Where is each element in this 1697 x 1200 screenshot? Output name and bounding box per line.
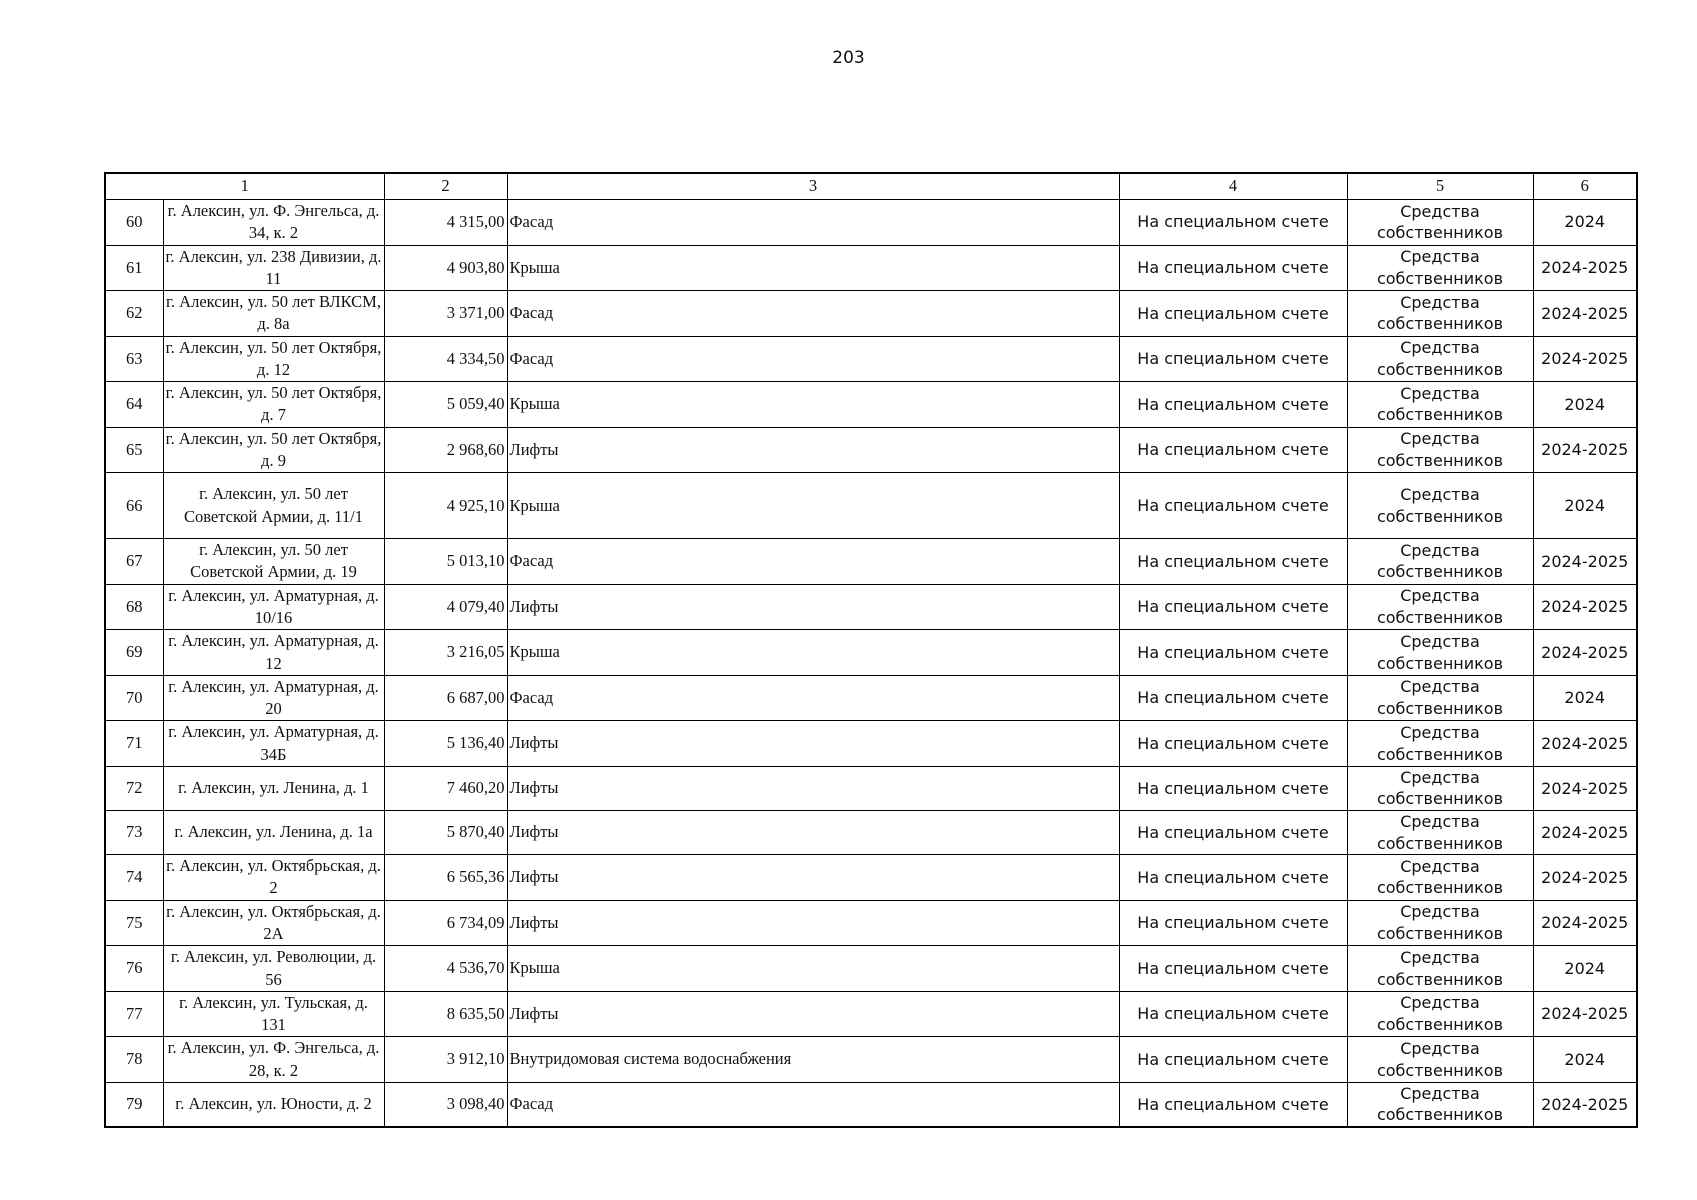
address-cell: г. Алексин, ул. 50 лет Советской Армии, д. 11/1 bbox=[163, 473, 384, 539]
address-cell: г. Алексин, ул. Ф. Энгельса, д. 28, к. 2 bbox=[163, 1037, 384, 1083]
table-row bbox=[105, 1082, 1637, 1127]
year-cell: 2024-2025 bbox=[1533, 291, 1637, 337]
area-cell: 7 460,20 bbox=[384, 766, 507, 810]
address-cell: г. Алексин, ул. Арматурная, д. 34Б bbox=[163, 721, 384, 767]
address-cell: г. Алексин, ул. Арматурная, д. 10/16 bbox=[163, 584, 384, 630]
area-cell: 4 334,50 bbox=[384, 336, 507, 382]
funding-source-cell: Средства собственников bbox=[1347, 200, 1533, 246]
address-cell: г. Алексин, ул. Октябрьская, д. 2 bbox=[163, 855, 384, 901]
work-type-cell: Лифты bbox=[507, 900, 1119, 946]
work-type-cell: Фасад bbox=[507, 291, 1119, 337]
funding-source-cell: Средства собственников bbox=[1347, 382, 1533, 428]
work-type-cell: Лифты bbox=[507, 427, 1119, 473]
table-row bbox=[105, 946, 1637, 992]
fund-method-cell: На специальном счете bbox=[1119, 200, 1347, 246]
address-cell: г. Алексин, ул. Юности, д. 2 bbox=[163, 1082, 384, 1127]
area-cell: 5 136,40 bbox=[384, 721, 507, 767]
work-type-cell: Фасад bbox=[507, 336, 1119, 382]
work-type-cell: Крыша bbox=[507, 245, 1119, 291]
table-row bbox=[105, 675, 1637, 721]
year-cell: 2024-2025 bbox=[1533, 245, 1637, 291]
row-number: 64 bbox=[105, 382, 163, 428]
year-cell: 2024 bbox=[1533, 382, 1637, 428]
funding-source-cell: Средства собственников bbox=[1347, 427, 1533, 473]
area-cell: 5 013,10 bbox=[384, 539, 507, 585]
year-cell: 2024-2025 bbox=[1533, 811, 1637, 855]
area-cell: 6 687,00 bbox=[384, 675, 507, 721]
work-type-cell: Крыша bbox=[507, 473, 1119, 539]
area-cell: 4 903,80 bbox=[384, 245, 507, 291]
area-cell: 3 371,00 bbox=[384, 291, 507, 337]
funding-source-cell: Средства собственников bbox=[1347, 855, 1533, 901]
row-number: 74 bbox=[105, 855, 163, 901]
column-header-1: 1 bbox=[105, 173, 384, 200]
work-type-cell: Фасад bbox=[507, 675, 1119, 721]
funding-source-cell: Средства собственников bbox=[1347, 630, 1533, 676]
table-row bbox=[105, 539, 1637, 585]
row-number: 77 bbox=[105, 991, 163, 1037]
column-header-6: 6 bbox=[1533, 173, 1637, 200]
address-cell: г. Алексин, ул. Революции, д. 56 bbox=[163, 946, 384, 992]
row-number: 69 bbox=[105, 630, 163, 676]
table-row bbox=[105, 721, 1637, 767]
fund-method-cell: На специальном счете bbox=[1119, 630, 1347, 676]
fund-method-cell: На специальном счете bbox=[1119, 245, 1347, 291]
row-number: 61 bbox=[105, 245, 163, 291]
address-cell: г. Алексин, ул. 50 лет Советской Армии, д. 19 bbox=[163, 539, 384, 585]
address-cell: г. Алексин, ул. Арматурная, д. 12 bbox=[163, 630, 384, 676]
work-type-cell: Лифты bbox=[507, 991, 1119, 1037]
address-cell: г. Алексин, ул. Ленина, д. 1 bbox=[163, 766, 384, 810]
fund-method-cell: На специальном счете bbox=[1119, 766, 1347, 810]
area-cell: 5 059,40 bbox=[384, 382, 507, 428]
address-cell: г. Алексин, ул. Ф. Энгельса, д. 34, к. 2 bbox=[163, 200, 384, 246]
funding-source-cell: Средства собственников bbox=[1347, 1082, 1533, 1127]
funding-source-cell: Средства собственников bbox=[1347, 336, 1533, 382]
fund-method-cell: На специальном счете bbox=[1119, 1037, 1347, 1083]
column-header-3: 3 bbox=[507, 173, 1119, 200]
address-cell: г. Алексин, ул. 50 лет ВЛКСМ, д. 8а bbox=[163, 291, 384, 337]
address-cell: г. Алексин, ул. 238 Дивизии, д. 11 bbox=[163, 245, 384, 291]
column-header-5: 5 bbox=[1347, 173, 1533, 200]
table-row bbox=[105, 584, 1637, 630]
row-number: 62 bbox=[105, 291, 163, 337]
page-number: 203 bbox=[832, 48, 865, 68]
funding-source-cell: Средства собственников bbox=[1347, 245, 1533, 291]
area-cell: 5 870,40 bbox=[384, 811, 507, 855]
address-cell: г. Алексин, ул. Октябрьская, д. 2А bbox=[163, 900, 384, 946]
table-row bbox=[105, 336, 1637, 382]
fund-method-cell: На специальном счете bbox=[1119, 382, 1347, 428]
row-number: 63 bbox=[105, 336, 163, 382]
table-row bbox=[105, 991, 1637, 1037]
funding-source-cell: Средства собственников bbox=[1347, 1037, 1533, 1083]
work-type-cell: Лифты bbox=[507, 811, 1119, 855]
area-cell: 3 912,10 bbox=[384, 1037, 507, 1083]
funding-source-cell: Средства собственников bbox=[1347, 721, 1533, 767]
row-number: 65 bbox=[105, 427, 163, 473]
table-row bbox=[105, 766, 1637, 810]
work-type-cell: Крыша bbox=[507, 382, 1119, 428]
work-type-cell: Фасад bbox=[507, 539, 1119, 585]
funding-source-cell: Средства собственников bbox=[1347, 766, 1533, 810]
funding-source-cell: Средства собственников bbox=[1347, 946, 1533, 992]
work-type-cell: Фасад bbox=[507, 200, 1119, 246]
funding-source-cell: Средства собственников bbox=[1347, 584, 1533, 630]
work-type-cell: Внутридомовая система водоснабжения bbox=[507, 1037, 1119, 1083]
work-type-cell: Крыша bbox=[507, 630, 1119, 676]
year-cell: 2024 bbox=[1533, 946, 1637, 992]
address-cell: г. Алексин, ул. Ленина, д. 1а bbox=[163, 811, 384, 855]
area-cell: 4 536,70 bbox=[384, 946, 507, 992]
work-type-cell: Лифты bbox=[507, 766, 1119, 810]
row-number: 75 bbox=[105, 900, 163, 946]
area-cell: 3 216,05 bbox=[384, 630, 507, 676]
table-header bbox=[105, 173, 1637, 200]
table-row bbox=[105, 291, 1637, 337]
row-number: 70 bbox=[105, 675, 163, 721]
table-body bbox=[105, 200, 1637, 1128]
year-cell: 2024-2025 bbox=[1533, 584, 1637, 630]
year-cell: 2024-2025 bbox=[1533, 900, 1637, 946]
fund-method-cell: На специальном счете bbox=[1119, 855, 1347, 901]
area-cell: 6 565,36 bbox=[384, 855, 507, 901]
area-cell: 3 098,40 bbox=[384, 1082, 507, 1127]
row-number: 78 bbox=[105, 1037, 163, 1083]
year-cell: 2024-2025 bbox=[1533, 766, 1637, 810]
year-cell: 2024 bbox=[1533, 1037, 1637, 1083]
column-header-2: 2 bbox=[384, 173, 507, 200]
year-cell: 2024-2025 bbox=[1533, 1082, 1637, 1127]
fund-method-cell: На специальном счете bbox=[1119, 336, 1347, 382]
table-row bbox=[105, 200, 1637, 246]
year-cell: 2024-2025 bbox=[1533, 855, 1637, 901]
work-type-cell: Лифты bbox=[507, 721, 1119, 767]
year-cell: 2024 bbox=[1533, 200, 1637, 246]
row-number: 72 bbox=[105, 766, 163, 810]
area-cell: 8 635,50 bbox=[384, 991, 507, 1037]
row-number: 76 bbox=[105, 946, 163, 992]
funding-source-cell: Средства собственников bbox=[1347, 811, 1533, 855]
year-cell: 2024 bbox=[1533, 473, 1637, 539]
row-number: 60 bbox=[105, 200, 163, 246]
fund-method-cell: На специальном счете bbox=[1119, 675, 1347, 721]
table-row bbox=[105, 900, 1637, 946]
table-row bbox=[105, 245, 1637, 291]
table-row bbox=[105, 630, 1637, 676]
fund-method-cell: На специальном счете bbox=[1119, 473, 1347, 539]
funding-source-cell: Средства собственников bbox=[1347, 539, 1533, 585]
fund-method-cell: На специальном счете bbox=[1119, 991, 1347, 1037]
year-cell: 2024-2025 bbox=[1533, 991, 1637, 1037]
area-cell: 4 925,10 bbox=[384, 473, 507, 539]
fund-method-cell: На специальном счете bbox=[1119, 900, 1347, 946]
fund-method-cell: На специальном счете bbox=[1119, 1082, 1347, 1127]
address-cell: г. Алексин, ул. 50 лет Октября, д. 7 bbox=[163, 382, 384, 428]
row-number: 67 bbox=[105, 539, 163, 585]
address-cell: г. Алексин, ул. Тульская, д. 131 bbox=[163, 991, 384, 1037]
area-cell: 4 315,00 bbox=[384, 200, 507, 246]
row-number: 68 bbox=[105, 584, 163, 630]
year-cell: 2024 bbox=[1533, 675, 1637, 721]
work-type-cell: Лифты bbox=[507, 584, 1119, 630]
year-cell: 2024-2025 bbox=[1533, 427, 1637, 473]
row-number: 73 bbox=[105, 811, 163, 855]
year-cell: 2024-2025 bbox=[1533, 539, 1637, 585]
address-cell: г. Алексин, ул. 50 лет Октября, д. 9 bbox=[163, 427, 384, 473]
year-cell: 2024-2025 bbox=[1533, 721, 1637, 767]
table-row bbox=[105, 473, 1637, 539]
year-cell: 2024-2025 bbox=[1533, 336, 1637, 382]
funding-source-cell: Средства собственников bbox=[1347, 991, 1533, 1037]
column-header-4: 4 bbox=[1119, 173, 1347, 200]
funding-source-cell: Средства собственников bbox=[1347, 291, 1533, 337]
area-cell: 6 734,09 bbox=[384, 900, 507, 946]
address-cell: г. Алексин, ул. Арматурная, д. 20 bbox=[163, 675, 384, 721]
funding-source-cell: Средства собственников bbox=[1347, 900, 1533, 946]
row-number: 66 bbox=[105, 473, 163, 539]
table-row bbox=[105, 855, 1637, 901]
year-cell: 2024-2025 bbox=[1533, 630, 1637, 676]
address-cell: г. Алексин, ул. 50 лет Октября, д. 12 bbox=[163, 336, 384, 382]
fund-method-cell: На специальном счете bbox=[1119, 584, 1347, 630]
work-type-cell: Крыша bbox=[507, 946, 1119, 992]
table-row bbox=[105, 382, 1637, 428]
funding-source-cell: Средства собственников bbox=[1347, 675, 1533, 721]
fund-method-cell: На специальном счете bbox=[1119, 721, 1347, 767]
fund-method-cell: На специальном счете bbox=[1119, 291, 1347, 337]
funding-source-cell: Средства собственников bbox=[1347, 473, 1533, 539]
fund-method-cell: На специальном счете bbox=[1119, 946, 1347, 992]
area-cell: 2 968,60 bbox=[384, 427, 507, 473]
header-row bbox=[105, 173, 1637, 200]
table-row bbox=[105, 811, 1637, 855]
row-number: 79 bbox=[105, 1082, 163, 1127]
table-row bbox=[105, 1037, 1637, 1083]
fund-method-cell: На специальном счете bbox=[1119, 539, 1347, 585]
row-number: 71 bbox=[105, 721, 163, 767]
area-cell: 4 079,40 bbox=[384, 584, 507, 630]
registry-table bbox=[104, 172, 1638, 1128]
fund-method-cell: На специальном счете bbox=[1119, 811, 1347, 855]
work-type-cell: Лифты bbox=[507, 855, 1119, 901]
table-row bbox=[105, 427, 1637, 473]
work-type-cell: Фасад bbox=[507, 1082, 1119, 1127]
fund-method-cell: На специальном счете bbox=[1119, 427, 1347, 473]
